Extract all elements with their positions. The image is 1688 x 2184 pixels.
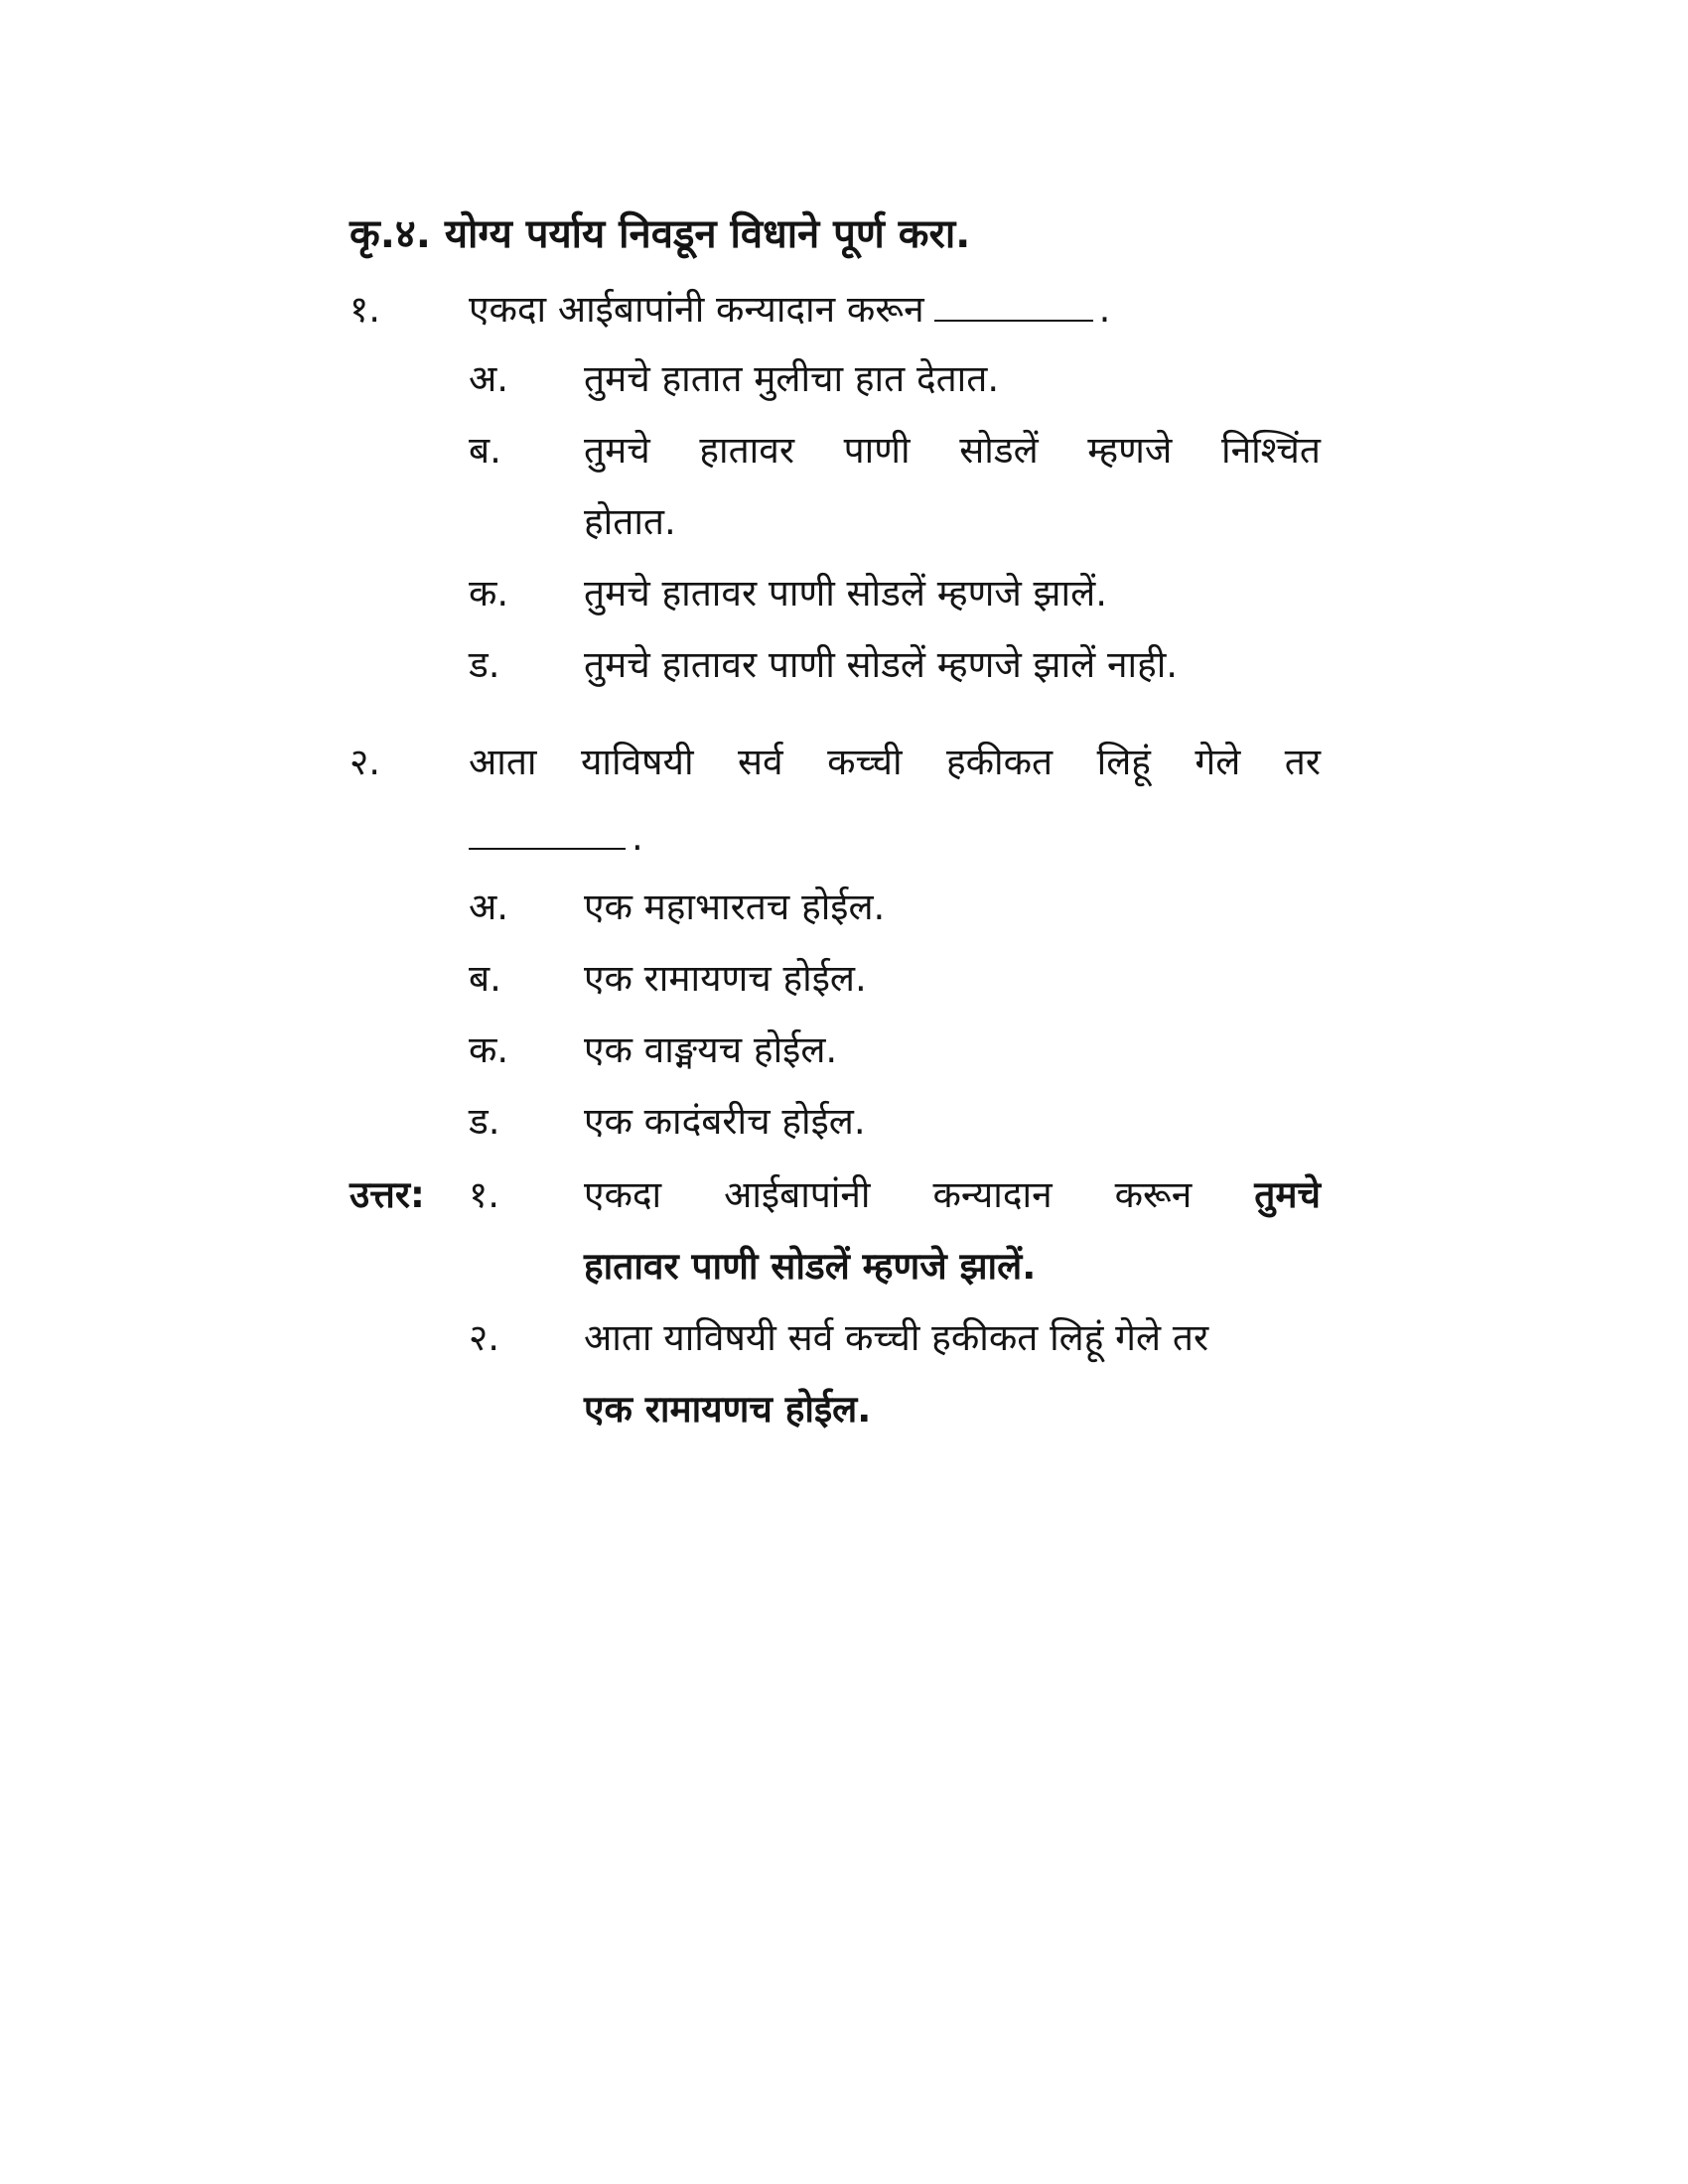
q1-option-d-text: तुमचे हातावर पाणी सोडलें म्हणजे झालें नाही. <box>584 643 1179 686</box>
q2-option-a-label: अ. <box>469 886 509 928</box>
q1-option-d-label: ड. <box>469 643 500 686</box>
q2-option-d-label: ड. <box>469 1100 500 1143</box>
q2-option-b-text: एक रामायणच होईल. <box>584 957 867 1000</box>
question-2-stem-tail: . <box>632 816 643 859</box>
answer-1-plain: एकदा आईबापांनी कन्यादान करून <box>584 1173 1193 1216</box>
q2-option-b-label: ब. <box>469 957 501 1000</box>
q1-option-c-label: क. <box>469 572 509 614</box>
answer-2-number: २. <box>469 1316 500 1359</box>
q1-option-a-label: अ. <box>469 357 509 400</box>
question-heading: कृ.४. योग्य पर्याय निवडून विधाने पूर्ण करा. <box>350 211 971 257</box>
answer-1-bold-inline: तुमचे <box>1254 1173 1321 1216</box>
answer-2-bold-line2: एक रामायणच होईल. <box>584 1388 872 1431</box>
question-1-stem-tail: . <box>1098 288 1111 331</box>
q1-option-b-text: तुमचे हातावर पाणी सोडलें म्हणजे निश्चिंत <box>584 429 1321 472</box>
q1-option-b-label: ब. <box>469 429 501 472</box>
q1-option-c-text: तुमचे हातावर पाणी सोडलें म्हणजे झालें. <box>584 572 1107 614</box>
question-1-number: १. <box>350 288 381 331</box>
question-2-number: २. <box>350 741 381 783</box>
q2-option-a-text: एक महाभारतच होईल. <box>584 886 886 928</box>
question-2-blank <box>469 812 626 850</box>
question-1-stem <box>469 274 1321 345</box>
question-2-stem: आता याविषयी सर्व कच्ची हकीकत लिहूं गेले तर <box>469 741 1321 783</box>
question-1-stem-text: एकदा आईबापांनी कन्यादान करून <box>469 288 924 331</box>
q1-option-b-text-line2: होतात. <box>584 500 676 543</box>
answer-2-plain: आता याविषयी सर्व कच्ची हकीकत लिहूं गेले तर <box>584 1316 1209 1359</box>
q2-option-d-text: एक कादंबरीच होईल. <box>584 1100 866 1143</box>
answer-1-line1 <box>584 1160 1321 1231</box>
q1-option-a-text: तुमचे हातात मुलीचा हात देतात. <box>584 357 1000 400</box>
answer-1-number: १. <box>469 1173 500 1216</box>
question-1-blank <box>934 284 1093 322</box>
q2-option-c-text: एक वाङ्मयच होईल. <box>584 1028 838 1071</box>
question-2-stem-line2 <box>469 802 1321 874</box>
answer-label: उत्तर: <box>350 1173 425 1216</box>
answer-1-bold-line2: हातावर पाणी सोडलें म्हणजे झालें. <box>584 1245 1037 1288</box>
q2-option-c-label: क. <box>469 1028 509 1071</box>
